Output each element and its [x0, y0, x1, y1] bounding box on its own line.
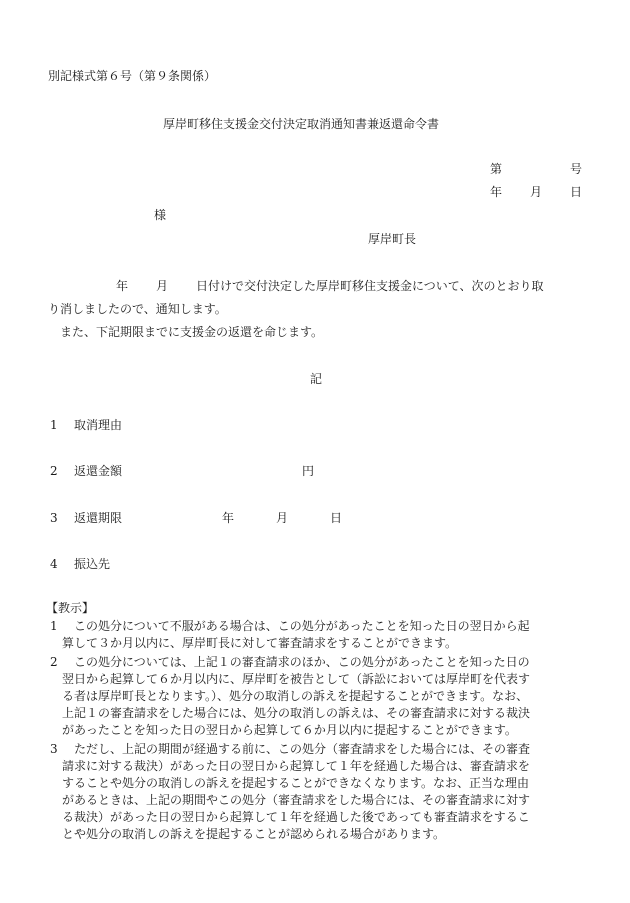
item-number: 4 [50, 557, 58, 571]
notice-number: 3 [50, 742, 58, 756]
notice-number: 1 [50, 619, 58, 633]
notice-line: 上記１の審査請求をした場合には、処分の取消しの訴えは、その審査請求に対する裁決 [62, 706, 531, 720]
issue-date-year: 年 [490, 185, 503, 199]
deadline-day: 日 [330, 511, 343, 525]
item-number: 2 [50, 464, 58, 478]
notice-line: ただし、上記の期間が経過する前に、この処分（審査請求をした場合には、その審査 [74, 742, 531, 756]
issue-date-month: 月 [530, 185, 543, 199]
body-month: 月 [156, 279, 169, 293]
addressee-honorific: 様 [154, 208, 167, 222]
document-title: 厚岸町移住支援金交付決定取消通知書兼返還命令書 [163, 117, 440, 131]
notice-line: る者は厚岸町長となります。）、処分の取消しの訴えを提起することができます。なお、 [62, 689, 529, 703]
issue-number-prefix: 第 [490, 162, 503, 176]
item-label: 返還金額 [74, 464, 123, 478]
issue-date-day: 日 [570, 185, 583, 199]
notice-line: があったことを知った日の翌日から起算して６か月以内に提起することができます。 [62, 723, 517, 737]
item-label: 取消理由 [74, 418, 123, 432]
item-label: 振込先 [74, 557, 111, 571]
notice-line: があるときは、上記の期間やこの処分（審査請求をした場合には、その審査請求に対す [62, 793, 531, 807]
notice-line: 算して３か月以内に、厚岸町長に対して審査請求をすることができます。 [62, 636, 458, 650]
notice-line: この処分について不服がある場合は、この処分があったことを知った日の翌日から起 [74, 619, 530, 633]
body-line1: 日付けで交付決定した厚岸町移住支援金について、次のとおり取 [196, 279, 544, 293]
body-line3: また、下記期限までに支援金の返還を命じます。 [60, 325, 324, 339]
issue-number-suffix: 号 [570, 162, 583, 176]
body-year: 年 [116, 279, 129, 293]
notice-line: 請求に対する裁決）があった日の翌日から起算して１年を経過した場合は、審査請求を [62, 759, 530, 773]
notice-line: 翌日から起算して６か月以内に、厚岸町を被告として（訴訟においては厚岸町を代表す [62, 672, 531, 686]
sender-name: 厚岸町長 [368, 232, 417, 246]
deadline-month: 月 [276, 511, 289, 525]
item-number: 1 [50, 418, 58, 432]
record-heading: 記 [310, 372, 323, 386]
notice-line: することや処分の取消しの訴えを提起することができなくなります。なお、正当な理由 [62, 776, 530, 790]
notice-number: 2 [50, 655, 58, 669]
item-label: 返還期限 [74, 511, 123, 525]
body-line2: り消しましたので、通知します。 [48, 302, 227, 316]
notice-heading: 【教示】 [46, 601, 95, 615]
notice-line: る裁決）があった日の翌日から起算して１年を経過した後であっても審査請求をするこ [62, 810, 530, 824]
deadline-year: 年 [222, 511, 235, 525]
notice-line: とや処分の取消しの訴えを提起することが認められる場合があります。 [62, 827, 446, 841]
notice-line: この処分については、上記１の審査請求のほか、この処分があったことを知った日の [74, 655, 530, 669]
item-number: 3 [50, 511, 58, 525]
form-label: 別記様式第６号（第９条関係） [48, 69, 217, 83]
amount-unit: 円 [302, 464, 315, 478]
